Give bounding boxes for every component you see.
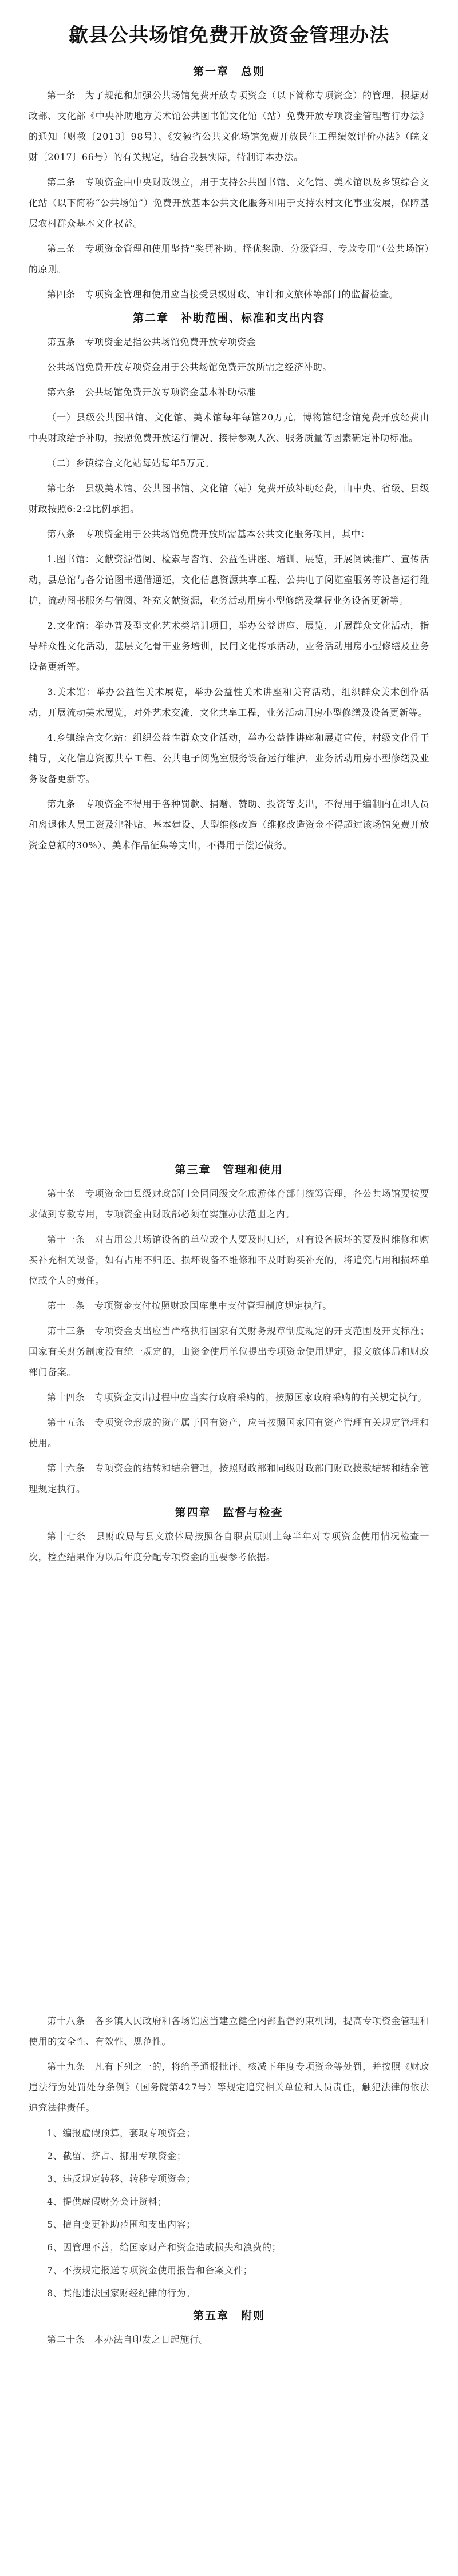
violation-item-2: 2、截留、挤占、挪用专项资金； — [47, 2150, 187, 2161]
article-20: 第二十条 本办法自印发之日起施行。 — [47, 2334, 209, 2345]
article-9: 第九条 专项资金不得用于各种罚款、捐赠、赞助、投资等支出，不得用于编制内在职人员和离退休人员工资及津补贴、基本建设、大型维修改造（维修改造资金不得超过该场馆免费开放资金总额的30%）、美术作品征集等支出，不得用于偿还债务。 — [29, 799, 429, 851]
chapter-4-continued-section — [29, 2011, 429, 2355]
article-14: 第十四条 专项资金支出过程中应当实行政府采购的，按照国家政府采购的有关规定执行。 — [47, 1392, 428, 1403]
chapter-4-heading: 第四章 监督与检查 — [175, 1506, 283, 1519]
article-6-item-1: （一）县级公共图书馆、文化馆、美术馆每年每馆20万元，博物馆纪念馆免费开放经费由中央财政给予补助，按照免费开放运行情况、接待参观人次、服务质量等因素确定补助标准。 — [29, 412, 429, 443]
chapter-1-heading: 第一章 总则 — [192, 65, 265, 78]
chapter-3-section — [29, 1161, 429, 1572]
chapter-3-heading: 第三章 管理和使用 — [175, 1164, 283, 1176]
article-8-art-museum: 3.美术馆：举办公益性美术展览，举办公益性美术讲座和美育活动，组织群众美术创作活动，开展流动美术展览，对外艺术交流，文化共享工程，业务活动用房小型修缮及设备更新等。 — [29, 686, 429, 718]
article-1: 第一条 为了规范和加强公共场馆免费开放专项资金（以下简称专项资金）的管理，根据财政部、文化部《中央补助地方美术馆公共图书馆文化馆（站）免费开放专项资金管理暂行办法》的通知（财教〔2013〕98号）、《安徽省公共文化场馆免费开放民生工程绩效评价办法》（皖文财〔2017〕66号）的有关规定，结合我县实际，特制订本办法。 — [29, 90, 429, 162]
article-7: 第七条 县级美术馆、公共图书馆、文化馆（站）免费开放补助经费，由中央、省级、县级财政按照6:2:2比例承担。 — [29, 483, 429, 514]
violation-item-3: 3、违反规定转移、转移专项资金； — [47, 2173, 196, 2184]
article-8-township-station: 4.乡镇综合文化站：组织公益性群众文化活动，举办公益性讲座和展览宣传，村级文化骨干辅导，文化信息资源共享工程、公共电子阅览室服务设备运行维护，业务活动用房小型修缮及业务设备更新等。 — [29, 732, 429, 784]
article-15: 第十五条 专项资金形成的资产属于国有资产，应当按照国家国有资产管理有关规定管理和使用。 — [29, 1417, 429, 1448]
article-16: 第十六条 专项资金的结转和结余管理，按照财政部和同级财政部门财政拨款结转和结余管理规定执行。 — [29, 1463, 429, 1494]
article-3: 第三条 专项资金管理和使用坚持“奖罚补助、择优奖励、分级管理、专款专用”（公共场馆）的原则。 — [29, 243, 429, 275]
violation-list — [29, 2123, 429, 2304]
article-4: 第四条 专项资金管理和使用应当接受县级财政、审计和文旅体等部门的监督检查。 — [47, 289, 399, 300]
chapter-2-heading: 第二章 补助范围、标准和支出内容 — [132, 312, 325, 324]
article-8: 第八条 专项资金用于公共场馆免费开放所需基本公共文化服务项目，其中： — [47, 529, 370, 539]
chapter-1-section — [29, 63, 429, 860]
violation-item-4: 4、提供虚假财务会计资料； — [47, 2196, 167, 2207]
article-8-cultural-center: 2.文化馆：举办普及型文化艺术类培训项目，举办公益讲座、展览，开展群众文化活动，指导群众性文化活动，基层文化骨干业务培训，民间文化传承活动，业务活动用房小型修缮及业务设备更新等。 — [29, 620, 429, 672]
article-12: 第十二条 专项资金支付按照财政国库集中支付管理制度规定执行。 — [47, 1300, 333, 1311]
article-5: 第五条 专项资金是指公共场馆免费开放专项资金 — [47, 336, 256, 347]
article-5-detail: 公共场馆免费开放专项资金用于公共场馆免费开放所需之经济补助。 — [47, 362, 333, 372]
violation-item-5: 5、擅自变更补助范围和支出内容； — [47, 2219, 196, 2230]
violation-item-6: 6、因管理不善，给国家财产和资金造成损失和浪费的； — [47, 2242, 282, 2253]
article-18: 第十八条 各乡镇人民政府和各场馆应当建立健全内部监督约束机制，提高专项资金管理和使用的安全性、有效性、规范性。 — [29, 2015, 429, 2047]
violation-item-1: 1、编报虚假预算，套取专项资金； — [47, 2128, 196, 2138]
violation-item-8: 8、其他违法国家财经纪律的行为。 — [47, 2288, 196, 2299]
article-10: 第十条 专项资金由县级财政部门会同同级文化旅游体育部门统筹管理，各公共场馆要按要求做到专款专用，专项资金由财政部必须在实施办法范围之内。 — [29, 1188, 429, 1220]
violation-item-7: 7、不按规定报送专项资金使用报告和备案文件； — [47, 2265, 253, 2276]
document-title: 歙县公共场馆免费开放资金管理办法 — [69, 24, 389, 47]
article-6: 第六条 公共场馆免费开放专项资金基本补助标准 — [47, 387, 256, 398]
article-17: 第十七条 县财政局与县文旅体局按照各自职责原则上每半年对专项资金使用情况检查一次，检查结果作为以后年度分配专项资金的重要参考依据。 — [29, 1531, 429, 1562]
chapter-5-heading: 第五章 附则 — [192, 2309, 265, 2322]
article-8-library: 1.图书馆：文献资源借阅、检索与咨询、公益性讲座、培训、展览，开展阅读推广、宣传活动，县总馆与各分馆图书通借通还，文化信息资源共享工程、公共电子阅览室服务等设备运行维护，流动图书服务与借阅、补充文献资源，业务活动用房小型修缮及掌握业务设备更新等。 — [29, 554, 429, 606]
article-11: 第十一条 对占用公共场馆设备的单位或个人要及时归还，对有设备损坏的要及时维修和购买补充相关设备，如有占用不归还、损坏设备不维修和不及时购买补充的，将追究占用和损坏单位或个人的责任。 — [29, 1234, 429, 1286]
article-6-item-2: （二）乡镇综合文化站每站每年5万元。 — [47, 458, 215, 469]
article-2: 第二条 专项资金由中央财政设立，用于支持公共图书馆、文化馆、美术馆以及乡镇综合文化站（以下简称“公共场馆”）免费开放基本公共文化服务和用于支持农村文化事业发展，保障基层农村群众基本文化权益。 — [29, 177, 429, 229]
article-13: 第十三条 专项资金支出应当严格执行国家有关财务规章制度规定的开支范围及开支标准；国家有关财务制度没有统一规定的，由资金使用单位提出专项资金使用规定，报文旅体局和财政部门备案。 — [29, 1325, 429, 1378]
article-19: 第十九条 凡有下列之一的，将给予通报批评、核减下年度专项资金等处罚，并按照《财政违法行为处罚处分条例》（国务院第427号）等规定追究相关单位和人员责任，触犯法律的依法追究法律责任。 — [29, 2061, 429, 2113]
